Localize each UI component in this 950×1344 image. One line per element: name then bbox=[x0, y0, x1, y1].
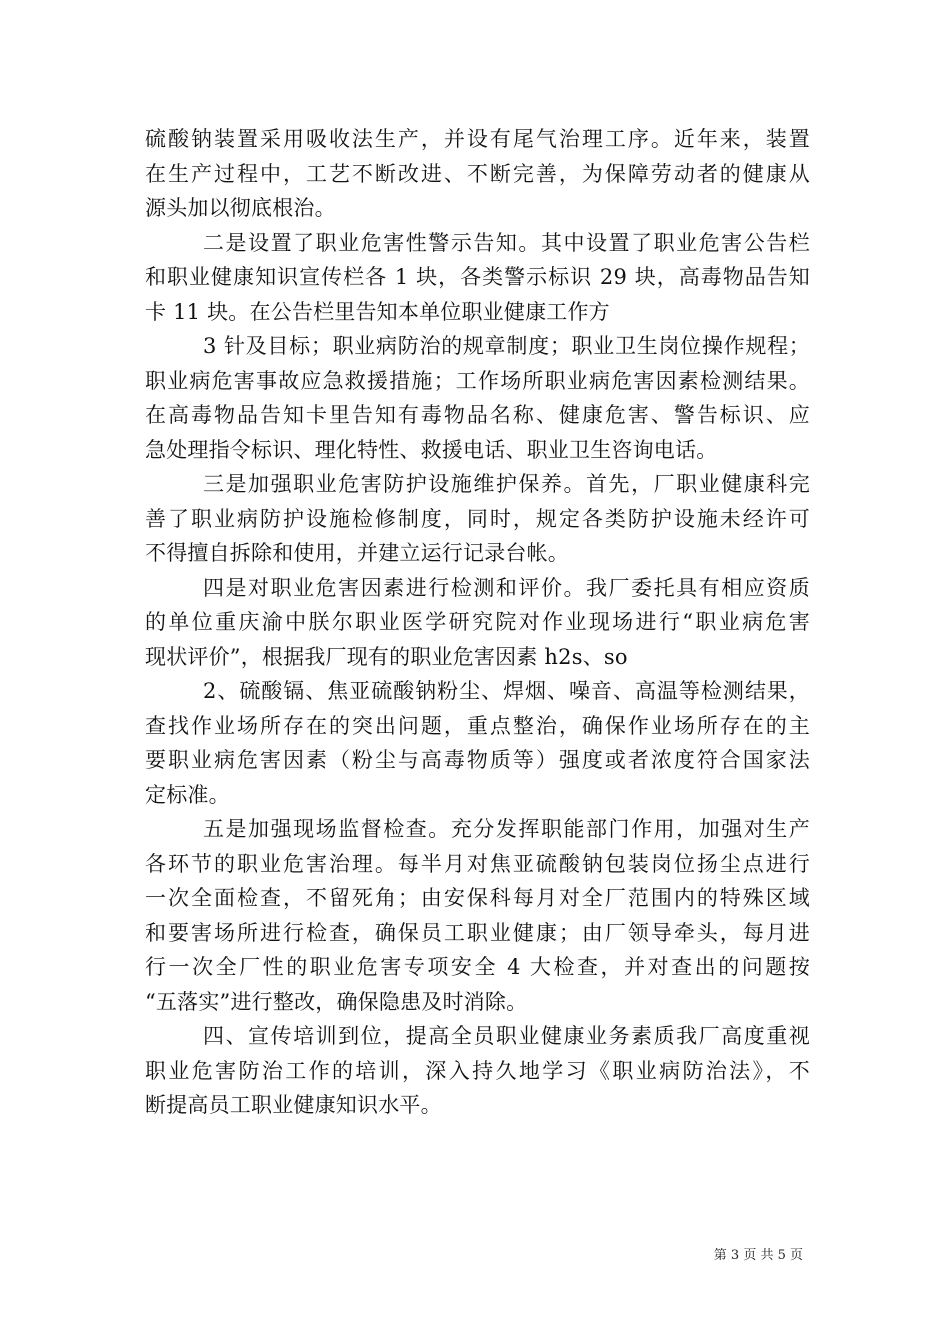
text-line: 查找作业场所存在的突出问题，重点整治，确保作业场所存在的主 bbox=[145, 713, 810, 738]
text-line: 不得擅自拆除和使用，并建立运行记录台帐。 bbox=[145, 541, 569, 565]
text-line: 断提高员工职业健康知识水平。 bbox=[145, 1093, 442, 1117]
text-line: 的单位重庆渝中朕尔职业医学研究院对作业现场进行“职业病危害 bbox=[145, 610, 810, 634]
text-line: 要职业病危害因素（粉尘与高毒物质等）强度或者浓度符合国家法 bbox=[145, 748, 810, 772]
paragraph-start-line: 四是对职业危害因素进行检测和评价。我厂委托具有相应资质 bbox=[203, 575, 810, 600]
paragraph-start-line: 二是设置了职业危害性警示告知。其中设置了职业危害公告栏 bbox=[203, 230, 810, 255]
text-line: “五落实”进行整改，确保隐患及时消除。 bbox=[145, 989, 528, 1014]
text-line: 硫酸钠装置采用吸收法生产，并设有尾气治理工序。近年来，装置 bbox=[145, 127, 810, 151]
body-text bbox=[145, 122, 810, 1123]
text-line: 和要害场所进行检查，确保员工职业健康；由厂领导牵头，每月进 bbox=[145, 920, 810, 945]
paragraph-start-line: 3 针及目标；职业病防治的规章制度；职业卫生岗位操作规程； bbox=[203, 334, 810, 358]
text-line: 各环节的职业危害治理。每半月对焦亚硫酸钠包装岗位扬尘点进行 bbox=[145, 851, 810, 876]
text-line: 和职业健康知识宣传栏各 1 块，各类警示标识 29 块，高毒物品告知 bbox=[145, 265, 810, 289]
text-line: 一次全面检查，不留死角；由安保科每月对全厂范围内的特殊区域 bbox=[145, 886, 810, 910]
paragraph-start-line: 2、硫酸镉、焦亚硫酸钠粉尘、焊烟、噪音、高温等检测结果， bbox=[203, 679, 810, 703]
text-line: 在生产过程中，工艺不断改进、不断完善，为保障劳动者的健康从 bbox=[145, 161, 810, 186]
text-line: 职业病危害事故应急救援措施；工作场所职业病危害因素检测结果。 bbox=[145, 368, 810, 393]
text-line: 善了职业病防护设施检修制度，同时，规定各类防护设施未经许可 bbox=[145, 506, 810, 531]
page-number-footer: 第 3 页 共 5 页 bbox=[713, 1248, 803, 1263]
paragraph-start-line: 三是加强职业危害防护设施维护保养。首先，厂职业健康科完 bbox=[203, 472, 810, 496]
text-line: 卡 11 块。在公告栏里告知本单位职业健康工作方 bbox=[145, 299, 610, 324]
text-line: 定标准。 bbox=[145, 782, 230, 807]
paragraph-start-line: 五是加强现场监督检查。充分发挥职能部门作用，加强对生产 bbox=[203, 817, 810, 841]
paragraph-start-line: 四、宣传培训到位，提高全员职业健康业务素质我厂高度重视 bbox=[203, 1024, 810, 1048]
text-line: 现状评价”，根据我厂现有的职业危害因素 h2s、so bbox=[145, 644, 628, 669]
text-line: 行一次全厂性的职业危害专项安全 4 大检查，并对查出的问题按 bbox=[145, 955, 810, 979]
text-line: 职业危害防治工作的培训，深入持久地学习《职业病防治法》，不 bbox=[145, 1058, 810, 1083]
text-line: 源头加以彻底根治。 bbox=[145, 196, 336, 220]
text-line: 急处理指令标识、理化特性、救援电话、职业卫生咨询电话。 bbox=[145, 437, 718, 462]
text-line: 在高毒物品告知卡里告知有毒物品名称、健康危害、警告标识、应 bbox=[145, 403, 810, 427]
